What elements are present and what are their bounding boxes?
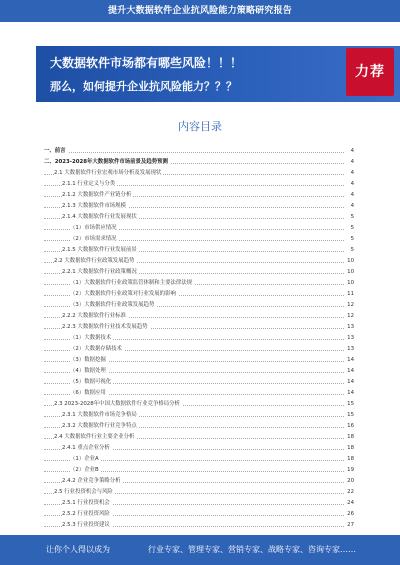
toc-entry[interactable] bbox=[44, 355, 354, 366]
toc-entry-page: 12 bbox=[346, 311, 354, 322]
toc-entry[interactable] bbox=[44, 498, 354, 509]
toc-entry-page: 18 bbox=[346, 443, 354, 454]
toc-entry-text: 2.4.1 重点企业分析 bbox=[62, 443, 112, 454]
toc-entry-text: （2）企业B bbox=[70, 465, 101, 476]
toc-entry-text: 2.2.2 大数据软件行业标准 bbox=[62, 311, 128, 322]
toc-entry-text: 2.3.2 大数据软件行业竞争特点 bbox=[62, 421, 139, 432]
toc-entry[interactable] bbox=[44, 234, 354, 245]
toc-entry[interactable] bbox=[44, 509, 354, 520]
toc-entry[interactable] bbox=[44, 278, 354, 289]
toc-entry-page: 16 bbox=[346, 421, 354, 432]
toc-entry-page: 18 bbox=[346, 454, 354, 465]
toc-entry-page: 11 bbox=[346, 289, 354, 300]
toc-entry-text: 2.5.1 行业投资机会 bbox=[62, 498, 112, 509]
toc-entry-text: 2.5 行业投资机会与风险 bbox=[54, 487, 115, 498]
toc-entry-page: 10 bbox=[346, 256, 354, 267]
toc-leader-dots bbox=[44, 152, 344, 153]
toc-entry-text: （1）企业A bbox=[70, 454, 101, 465]
toc-entry-text: 2.5.3 行业投资建议 bbox=[62, 520, 112, 531]
toc-entry[interactable] bbox=[44, 179, 354, 190]
toc-entry[interactable] bbox=[44, 212, 354, 223]
toc-entry-text: （5）数据可视化 bbox=[70, 377, 113, 388]
toc-entry[interactable] bbox=[44, 289, 354, 300]
toc-entry-text: 2.1.2 大数据软件产业链分析 bbox=[62, 190, 133, 201]
toc-entry[interactable] bbox=[44, 322, 354, 333]
report-title: 提升大数据软件企业抗风险能力策略研究报告 bbox=[107, 6, 292, 16]
toc-entry-page: 14 bbox=[346, 388, 354, 399]
toc-entry-text: 2.3.1 大数据软件市场竞争格局 bbox=[62, 410, 139, 421]
banner-subheadline: 那么，如何提升企业抗风险能力？？？ bbox=[50, 80, 237, 93]
toc-entry[interactable] bbox=[44, 454, 354, 465]
toc-entry-text: （3）数据挖掘 bbox=[70, 355, 108, 366]
toc-entry-text: 2.2 大数据软件行业政策发展趋势 bbox=[54, 256, 136, 267]
toc-entry[interactable] bbox=[44, 201, 354, 212]
toc-entry[interactable] bbox=[44, 443, 354, 454]
toc-entry[interactable] bbox=[44, 465, 354, 476]
toc-entry-text: 2.1.4 大数据软件行业发展现状 bbox=[62, 212, 139, 223]
banner-headline: 大数据软件市场都有哪些风险！！！ bbox=[50, 56, 243, 70]
toc-entry-page: 18 bbox=[346, 432, 354, 443]
toc-entry-text: 2.2.3 大数据软件行业技术发展趋势 bbox=[62, 322, 150, 333]
toc-entry-text: 2.4.2 企业竞争策略分析 bbox=[62, 476, 123, 487]
toc-entry-page: 4 bbox=[346, 146, 354, 157]
toc-entry[interactable] bbox=[44, 300, 354, 311]
toc-entry-text: （1）大数据软件行业政策监管体制和主要法律法规 bbox=[70, 278, 194, 289]
toc-entry-page: 4 bbox=[346, 190, 354, 201]
footer-slogan: 让你个人得以成为 bbox=[46, 545, 110, 554]
toc-entry-text: 2.4 大数据软件行业主要企业分析 bbox=[54, 432, 136, 443]
toc-entry-page: 12 bbox=[346, 300, 354, 311]
toc-entry-text: （2）大数据存储技术 bbox=[70, 344, 124, 355]
toc-entry-text: （3）大数据软件行业政策发展趋势 bbox=[70, 300, 156, 311]
toc-entry-page: 20 bbox=[346, 476, 354, 487]
toc-entry-page: 15 bbox=[346, 410, 354, 421]
report-title-bar bbox=[0, 0, 400, 22]
toc-entry[interactable] bbox=[44, 344, 354, 355]
toc-entry-page: 10 bbox=[346, 278, 354, 289]
toc-entry-page: 22 bbox=[346, 487, 354, 498]
toc-entry[interactable] bbox=[44, 366, 354, 377]
toc-entry-text: 一、前言 bbox=[44, 146, 68, 157]
toc-entry[interactable] bbox=[44, 399, 354, 410]
toc-entry-text: （4）数据处理 bbox=[70, 366, 108, 377]
toc-entry-page: 13 bbox=[346, 333, 354, 344]
toc-entry-page: 26 bbox=[346, 509, 354, 520]
toc-entry-page: 5 bbox=[346, 245, 354, 256]
toc-entry-text: （2）市场需求情况 bbox=[70, 234, 119, 245]
toc-entry[interactable] bbox=[44, 476, 354, 487]
toc-entry[interactable] bbox=[44, 333, 354, 344]
toc-entry[interactable] bbox=[44, 432, 354, 443]
toc-entry-page: 24 bbox=[346, 498, 354, 509]
toc-entry-text: 2.5.2 行业投资风险 bbox=[62, 509, 112, 520]
toc-entry-page: 14 bbox=[346, 366, 354, 377]
toc-entry-page: 10 bbox=[346, 267, 354, 278]
toc-entry-page: 5 bbox=[346, 234, 354, 245]
toc-entry-page: 4 bbox=[346, 157, 354, 168]
toc-entry[interactable] bbox=[44, 157, 354, 168]
toc-entry[interactable] bbox=[44, 267, 354, 278]
toc-entry-page: 15 bbox=[346, 399, 354, 410]
footer-roles: 行业专家、管理专家、营销专家、战略专家、咨询专家…… bbox=[148, 545, 356, 554]
toc-entry-page: 5 bbox=[346, 212, 354, 223]
toc-entry-text: 2.2.1 大数据软件行业政策概况 bbox=[62, 267, 139, 278]
toc-entry-text: （1）市场供应情况 bbox=[70, 223, 119, 234]
toc-entry-text: 2.3 2023-2028年中国大数据软件行业竞争格局分析 bbox=[54, 399, 182, 410]
toc-entry-page: 4 bbox=[346, 179, 354, 190]
toc-entry-text: （2）大数据软件行业政策对行业发展的影响 bbox=[70, 289, 178, 300]
toc-entry-page: 14 bbox=[346, 377, 354, 388]
toc-entry[interactable] bbox=[44, 520, 354, 531]
toc-entry-text: （1）大数据技术 bbox=[70, 333, 113, 344]
toc-entry-page: 13 bbox=[346, 322, 354, 333]
toc-entry-page: 4 bbox=[346, 168, 354, 179]
toc-heading: 内容目录 bbox=[178, 120, 222, 133]
toc-entry-text: 2.1 大数据软件行业宏观市场分析及发展现状 bbox=[54, 168, 163, 179]
toc-entry-text: （6）数据应用 bbox=[70, 388, 108, 399]
toc-entry[interactable] bbox=[44, 487, 354, 498]
toc-entry-text: 2.1.3 大数据软件市场规模 bbox=[62, 201, 128, 212]
toc-entry-page: 27 bbox=[346, 520, 354, 531]
toc-entry[interactable] bbox=[44, 421, 354, 432]
toc-entry[interactable] bbox=[44, 245, 354, 256]
toc-entry[interactable] bbox=[44, 168, 354, 179]
toc-entry[interactable] bbox=[44, 256, 354, 267]
toc-entry[interactable] bbox=[44, 146, 354, 157]
toc-entry-page: 19 bbox=[346, 465, 354, 476]
toc-entry-text: 二、2023-2028年大数据软件市场前景及趋势预测 bbox=[44, 157, 170, 168]
recommend-seal: 力荐 bbox=[346, 48, 394, 96]
toc-entry-page: 5 bbox=[346, 223, 354, 234]
toc-entry[interactable] bbox=[44, 190, 354, 201]
toc-entry[interactable] bbox=[44, 410, 354, 421]
footer-bar bbox=[0, 535, 400, 565]
table-of-contents bbox=[44, 146, 354, 531]
toc-entry[interactable] bbox=[44, 388, 354, 399]
toc-entry-page: 4 bbox=[346, 201, 354, 212]
toc-entry[interactable] bbox=[44, 223, 354, 234]
toc-entry-text: 2.1.5 大数据软件行业发展前景 bbox=[62, 245, 139, 256]
toc-entry-page: 13 bbox=[346, 344, 354, 355]
toc-entry[interactable] bbox=[44, 311, 354, 322]
toc-entry-page: 14 bbox=[346, 355, 354, 366]
toc-entry-text: 2.1.1 行业定义与分类 bbox=[62, 179, 117, 190]
toc-entry[interactable] bbox=[44, 377, 354, 388]
